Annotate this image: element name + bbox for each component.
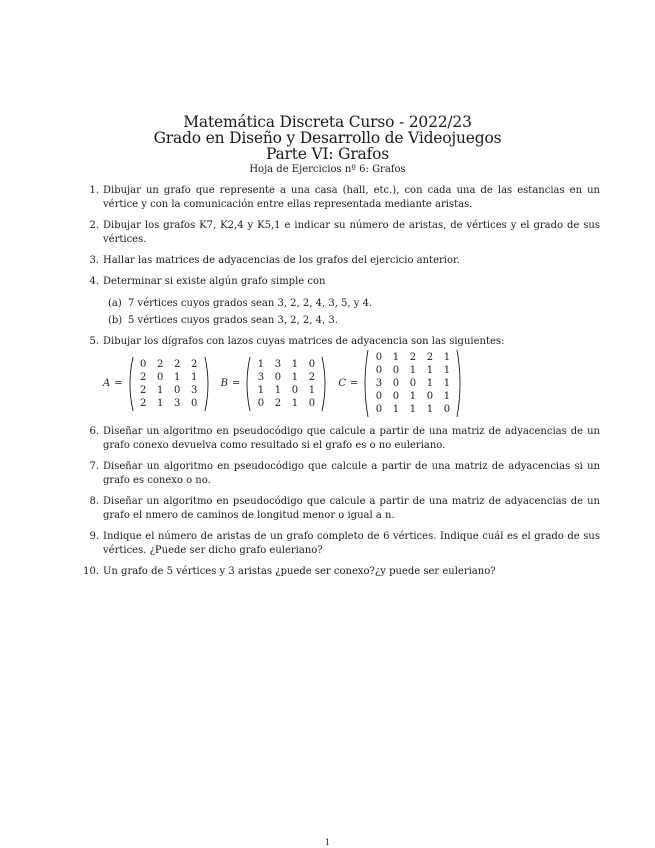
matrix-cell: 1 [409, 365, 417, 376]
matrix-cell: 1 [291, 371, 299, 383]
exercise-text: Diseñar un algoritmo en pseudocódigo que calcule a partir de una matriz de adyacencias de un grafo el nmero de caminos de longitud menor o igual a n. [103, 496, 600, 521]
exercise-number: 10. [83, 566, 99, 577]
matrix-cell: 1 [308, 384, 316, 396]
matrix-body [136, 358, 202, 410]
matrix-cell: 1 [291, 397, 299, 409]
exercise-item [89, 184, 600, 212]
matrix-cell: 1 [257, 384, 265, 396]
left-parenthesis [127, 356, 134, 412]
matrix-cell: 1 [156, 397, 164, 409]
matrix-cell: 2 [139, 371, 147, 383]
matrix-name: A [103, 377, 111, 389]
matrix-cell: 0 [443, 404, 451, 415]
matrix-cell: 2 [308, 371, 316, 383]
exercise-text: Dibujar los grafos K7, K2,4 y K5,1 e indicar su número de aristas, de vértices y el grado de sus vértices. [103, 220, 600, 245]
part-title: Parte VI: Grafos [265, 145, 390, 163]
matrix-cell: 0 [139, 358, 147, 370]
matrix-cell: 1 [443, 365, 451, 376]
matrix-cell: 0 [375, 404, 383, 415]
matrix-cell: 2 [173, 358, 181, 370]
matrix-cell: 1 [291, 358, 299, 370]
matrix-cell: 0 [392, 365, 400, 376]
exercise-item [89, 219, 600, 247]
right-parenthesis [456, 349, 463, 418]
matrix-cell: 1 [409, 404, 417, 415]
sub-item-label: (a) [108, 298, 122, 309]
exercise-number: 2. [89, 220, 99, 231]
exercise-text: Diseñar un algoritmo en pseudocódigo que calcule a partir de una matriz de adyacencias si un grafo es conexo o no. [103, 461, 600, 486]
sub-item [103, 297, 600, 311]
matrix-cell: 1 [409, 391, 417, 402]
matrix-cell: 3 [274, 358, 282, 370]
sub-item-text: 7 vértices cuyos grados sean 3, 2, 2, 4, 3, 5, y 4. [128, 298, 373, 309]
exercise-text: Indique el número de aristas de un grafo completo de 6 vértices. Indique cuál es el grado de sus vértices. ¿Puede ser dicho grafo euleriano? [103, 531, 600, 556]
matrix-name: B [220, 377, 228, 389]
right-parenthesis [204, 356, 211, 412]
matrix-cell: 0 [173, 384, 181, 396]
sub-item-list [103, 297, 600, 328]
exercise-number: 7. [89, 461, 99, 472]
exercise-item [89, 275, 600, 328]
exercise-item [89, 425, 600, 453]
matrix-cell: 3 [375, 378, 383, 389]
matrix-cell: 2 [156, 358, 164, 370]
matrix-cell: 1 [190, 371, 198, 383]
matrix-cell: 2 [274, 397, 282, 409]
matrix-cell: 2 [426, 352, 434, 363]
exercise-number: 6. [89, 426, 99, 437]
matrix-group [103, 349, 600, 418]
matrix-body [253, 358, 319, 410]
matrix-cell: 1 [274, 384, 282, 396]
exercise-text: Dibujar un grafo que represente a una casa (hall, etc.), con cada una de las estancias en un vértice y con la comunicación entre ellas representada mediante aristas. [103, 185, 600, 210]
equals-sign: = [114, 377, 123, 389]
exercise-text: Dibujar los dígrafos con lazos cuyas matrices de adyacencia son las siguientes: [103, 336, 505, 347]
exercise-item [89, 460, 600, 488]
matrix-cell: 0 [156, 371, 164, 383]
exercise-number: 4. [89, 276, 99, 287]
matrix-cell: 0 [392, 378, 400, 389]
left-parenthesis [244, 356, 251, 412]
document-header [0, 114, 655, 177]
matrix-cell: 0 [308, 358, 316, 370]
matrix-cell: 0 [409, 378, 417, 389]
exercise-item [89, 530, 600, 558]
matrix-cell: 0 [426, 391, 434, 402]
matrix-cell: 0 [308, 397, 316, 409]
matrix-cell: 1 [257, 358, 265, 370]
matrix-cell: 1 [426, 378, 434, 389]
matrix-cell: 1 [392, 404, 400, 415]
exercise-item [83, 565, 600, 579]
matrix-cell: 0 [392, 391, 400, 402]
matrix-cell: 1 [443, 378, 451, 389]
exercise-number: 8. [89, 496, 99, 507]
matrix-cell: 1 [173, 371, 181, 383]
exercise-text: Un grafo de 5 vértices y 3 aristas ¿puede ser conexo?¿y puede ser euleriano? [103, 566, 496, 577]
matrix-cell: 2 [139, 384, 147, 396]
exercise-text: Determinar si existe algún grafo simple con [103, 276, 326, 287]
exercise-number: 3. [89, 255, 99, 266]
sub-item [103, 314, 600, 328]
matrix-cell: 1 [443, 352, 451, 363]
matrix-body [371, 351, 454, 416]
left-parenthesis [362, 349, 369, 418]
exercise-text: Hallar las matrices de adyacencias de los grafos del ejercicio anterior. [103, 255, 460, 266]
exercise-number: 5. [89, 336, 99, 347]
exercise-number: 1. [89, 185, 99, 196]
equals-sign: = [350, 377, 359, 389]
matrix-cell: 1 [426, 404, 434, 415]
matrix-cell: 0 [375, 391, 383, 402]
matrix-c [338, 349, 463, 418]
degree-title: Grado en Diseño y Desarrollo de Videojuegos [153, 129, 502, 147]
matrix-cell: 0 [375, 365, 383, 376]
right-parenthesis [321, 356, 328, 412]
exercise-list [83, 184, 600, 586]
matrix-cell: 3 [257, 371, 265, 383]
exercise-item [89, 335, 600, 418]
sheet-subtitle: Hoja de Ejercicios nº 6: Grafos [249, 164, 406, 175]
exercise-item [89, 495, 600, 523]
course-title: Matemática Discreta Curso - 2022/23 [183, 113, 472, 131]
page-number: 1 [324, 838, 331, 847]
matrix-cell: 0 [274, 371, 282, 383]
matrix-name: C [338, 377, 347, 389]
matrix-cell: 1 [443, 391, 451, 402]
matrix-cell: 0 [291, 384, 299, 396]
exercise-number: 9. [89, 531, 99, 542]
matrix-cell: 3 [173, 397, 181, 409]
matrix-cell: 2 [190, 358, 198, 370]
matrix-b [221, 356, 329, 412]
sub-item-label: (b) [108, 315, 123, 326]
equals-sign: = [231, 377, 241, 389]
matrix-cell: 1 [392, 352, 400, 363]
matrix-cell: 0 [190, 397, 198, 409]
matrix-cell: 2 [409, 352, 417, 363]
exercise-text: Diseñar un algoritmo en pseudocódigo que calcule a partir de una matriz de adyacencias de un grafo conexo devuelva como resultado si el grafo es o no euleriano. [103, 426, 600, 451]
matrix-a [103, 356, 211, 412]
matrix-cell: 0 [257, 397, 265, 409]
matrix-cell: 3 [190, 384, 198, 396]
exercise-item [89, 254, 600, 268]
matrix-cell: 0 [375, 352, 383, 363]
matrix-cell: 2 [139, 397, 147, 409]
matrix-cell: 1 [156, 384, 164, 396]
matrix-cell: 1 [426, 365, 434, 376]
sub-item-text: 5 vértices cuyos grados sean 3, 2, 2, 4, 3. [128, 315, 338, 326]
